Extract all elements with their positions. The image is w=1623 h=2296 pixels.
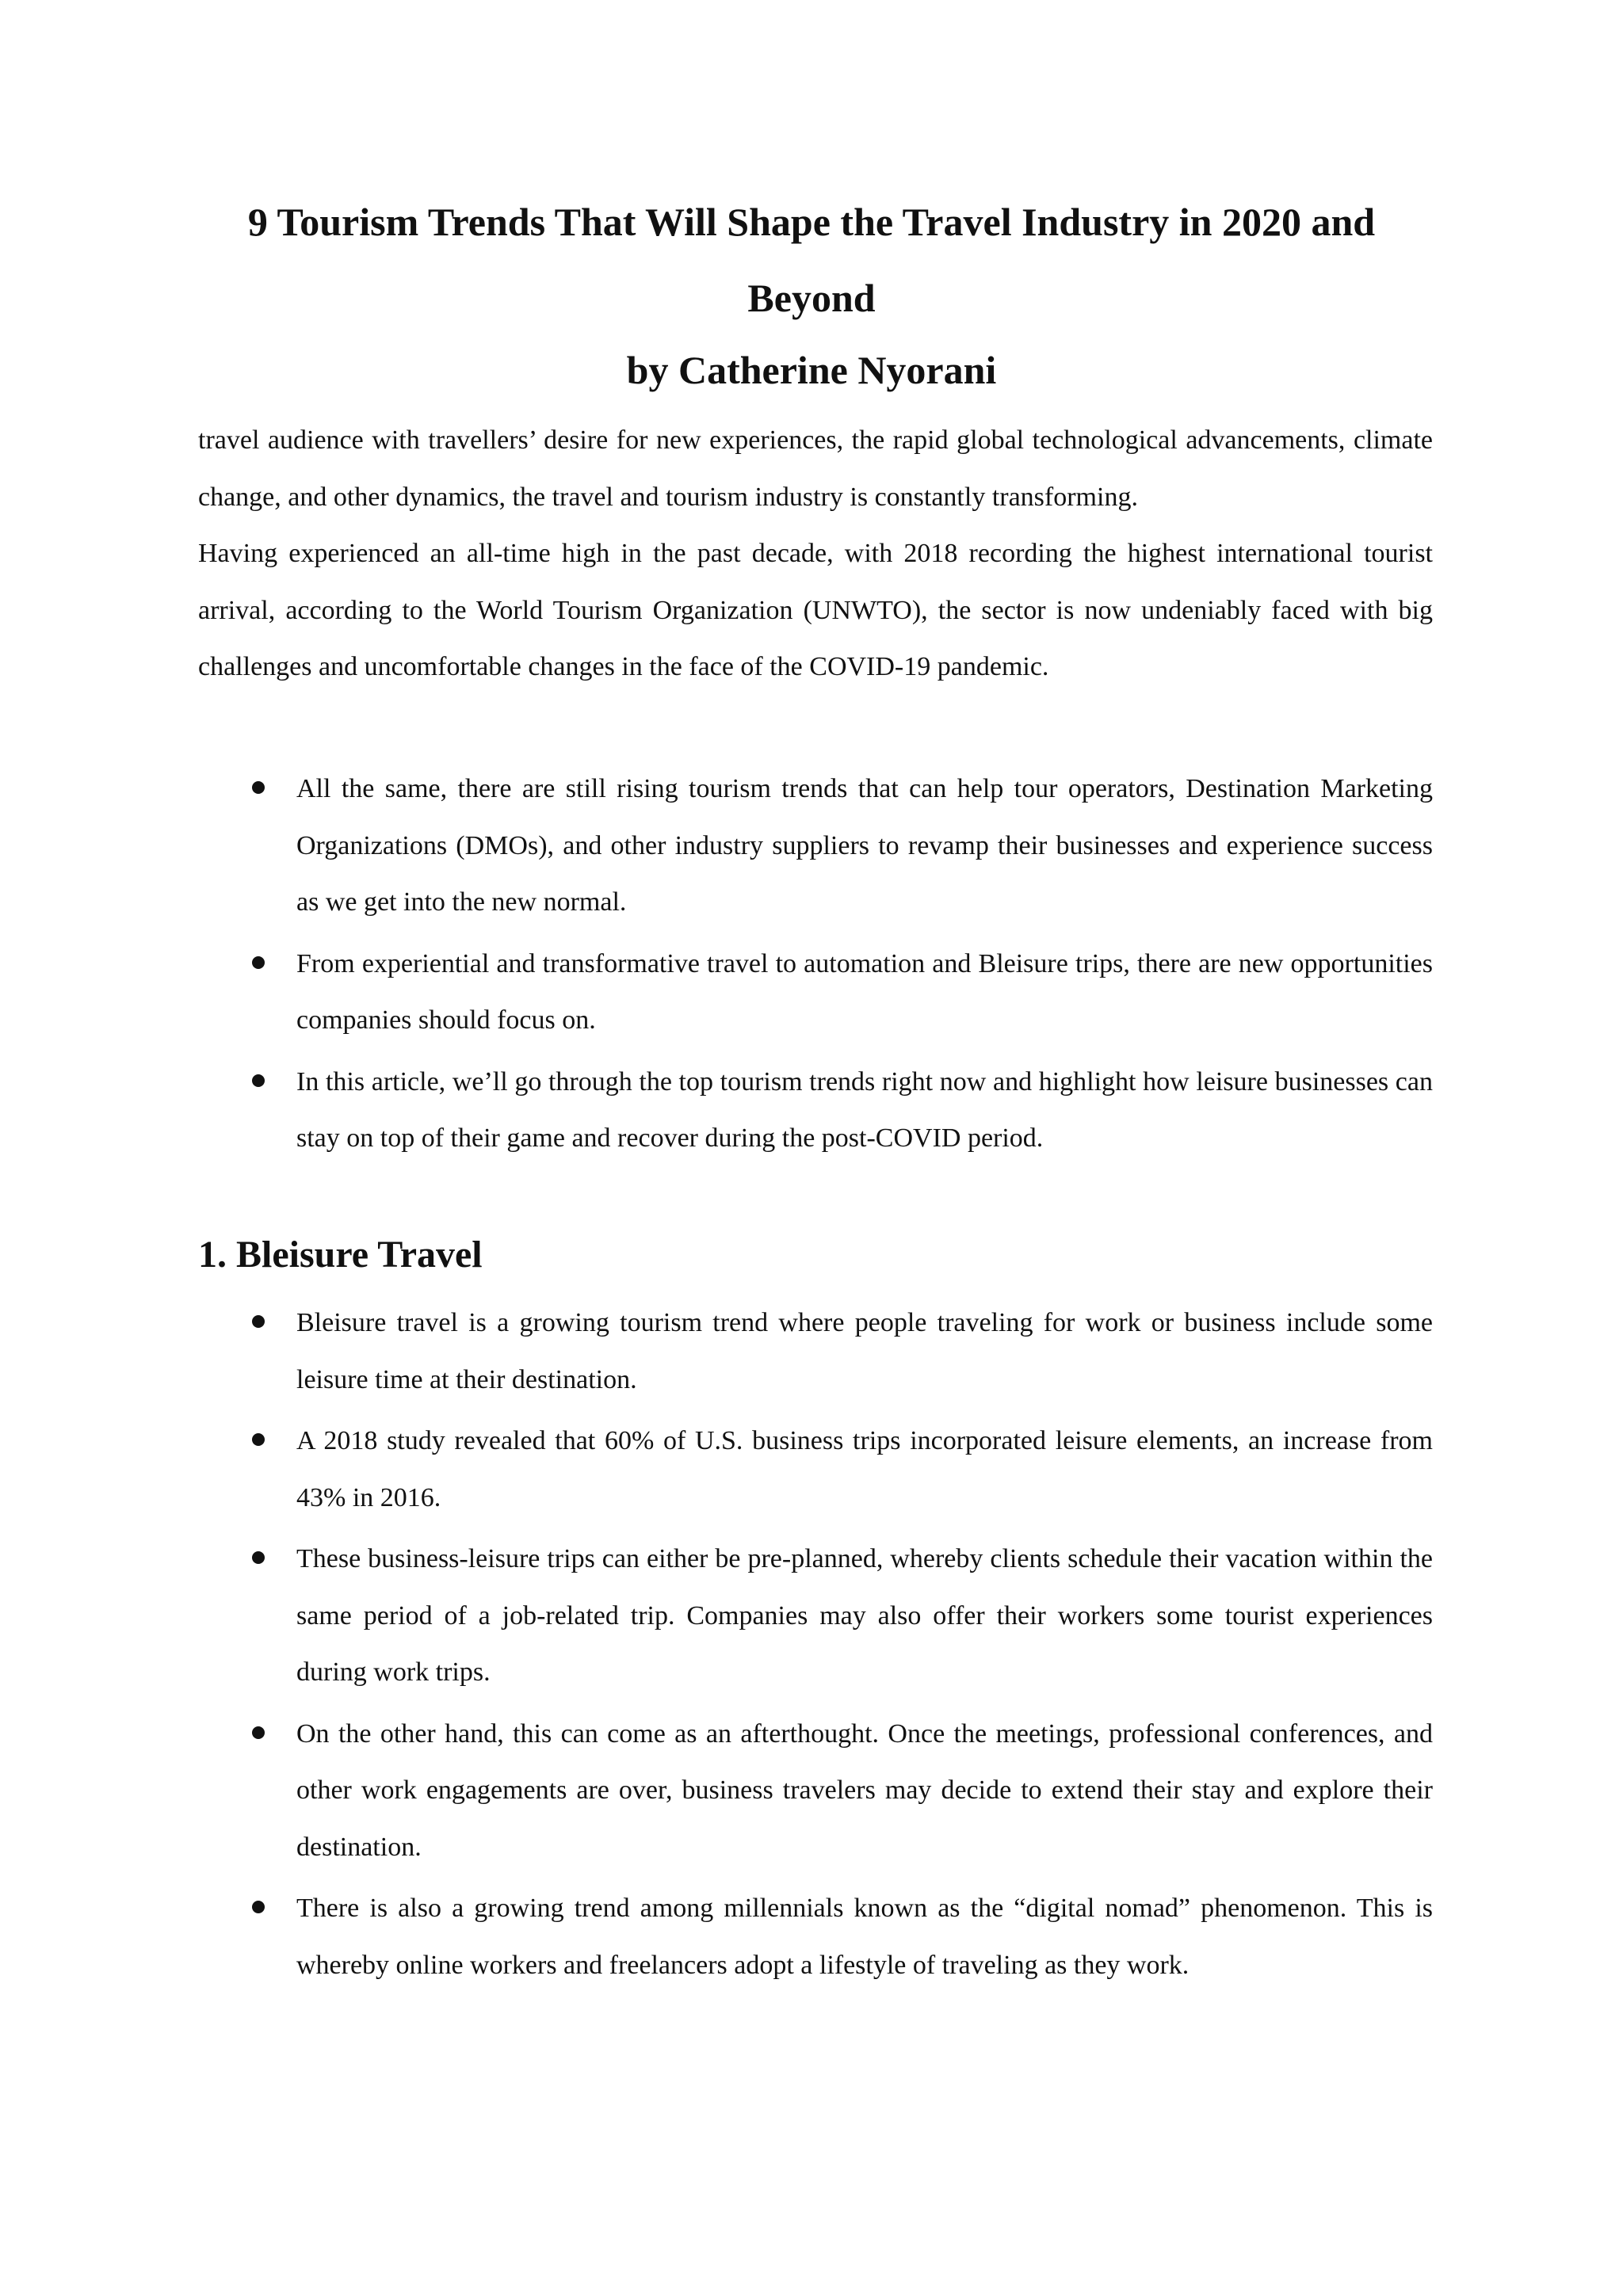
bullet-icon bbox=[252, 1074, 265, 1087]
document-title: 9 Tourism Trends That Will Shape the Travel Industry in 2020 and Beyond bbox=[247, 200, 1376, 320]
intro-bullet-list bbox=[296, 761, 1433, 1172]
list-item bbox=[296, 1295, 1433, 1408]
list-item-text: These business-leisure trips can either be pre-planned, whereby clients schedule their vacation within the same period of a job-related trip. Companies may also offer their workers some tourist experiences during work trips. bbox=[296, 1544, 1433, 1687]
list-item-text: In this article, we’ll go through the top tourism trends right now and highlight how leisure businesses can stay on top of their game and recover during the post-COVID period. bbox=[296, 1066, 1433, 1153]
intro-section bbox=[198, 412, 1433, 696]
list-item-text: From experiential and transformative travel to automation and Bleisure trips, there are new opportunities companies should focus on. bbox=[296, 948, 1433, 1035]
bullet-icon bbox=[252, 1433, 265, 1446]
list-item bbox=[296, 936, 1433, 1049]
list-item bbox=[296, 1413, 1433, 1526]
section-bullet-list bbox=[296, 1295, 1433, 1998]
list-item-text: Bleisure travel is a growing tourism trend where people traveling for work or business include some leisure time at their destination. bbox=[296, 1308, 1433, 1394]
list-item-text: All the same, there are still rising tourism trends that can help tour operators, Destination Marketing Organizations (DMOs), and other industry suppliers to revamp their businesses and experience success as we get into the new normal. bbox=[296, 774, 1433, 917]
list-item-text: There is also a growing trend among millennials known as the “digital nomad” phenomenon. This is whereby online workers and freelancers adopt a lifestyle of traveling as they work. bbox=[296, 1894, 1433, 1980]
bullet-icon bbox=[252, 1315, 265, 1328]
intro-paragraph: Having experienced an all-time high in the past decade, with 2018 recording the highest international tourist arrival, according to the World Tourism Organization (UNWTO), the sector is now undeniably faced with big challenges and uncomfortable changes in the face of the COVID-19 pandemic. bbox=[198, 539, 1433, 681]
intro-paragraph: travel audience with travellers’ desire for new experiences, the rapid global technological advancements, climate change, and other dynamics, the travel and tourism industry is constantly transforming. bbox=[198, 425, 1433, 512]
section-heading: 1. Bleisure Travel bbox=[198, 1234, 483, 1276]
document-byline: by Catherine Nyorani bbox=[626, 348, 997, 392]
bullet-icon bbox=[252, 1551, 265, 1564]
list-item bbox=[296, 1054, 1433, 1167]
list-item-text: A 2018 study revealed that 60% of U.S. business trips incorporated leisure elements, an increase from 43% in 2016. bbox=[296, 1426, 1433, 1512]
list-item bbox=[296, 1531, 1433, 1701]
bullet-icon bbox=[252, 1726, 265, 1739]
bullet-icon bbox=[252, 1901, 265, 1913]
bullet-icon bbox=[252, 781, 265, 794]
list-item bbox=[296, 1706, 1433, 1876]
list-item bbox=[296, 761, 1433, 931]
list-item-text: On the other hand, this can come as an afterthought. Once the meetings, professional conferences, and other work engagements are over, business travelers may decide to extend their stay and explore their destination. bbox=[296, 1718, 1433, 1862]
bullet-icon bbox=[252, 956, 265, 969]
list-item bbox=[296, 1880, 1433, 1993]
